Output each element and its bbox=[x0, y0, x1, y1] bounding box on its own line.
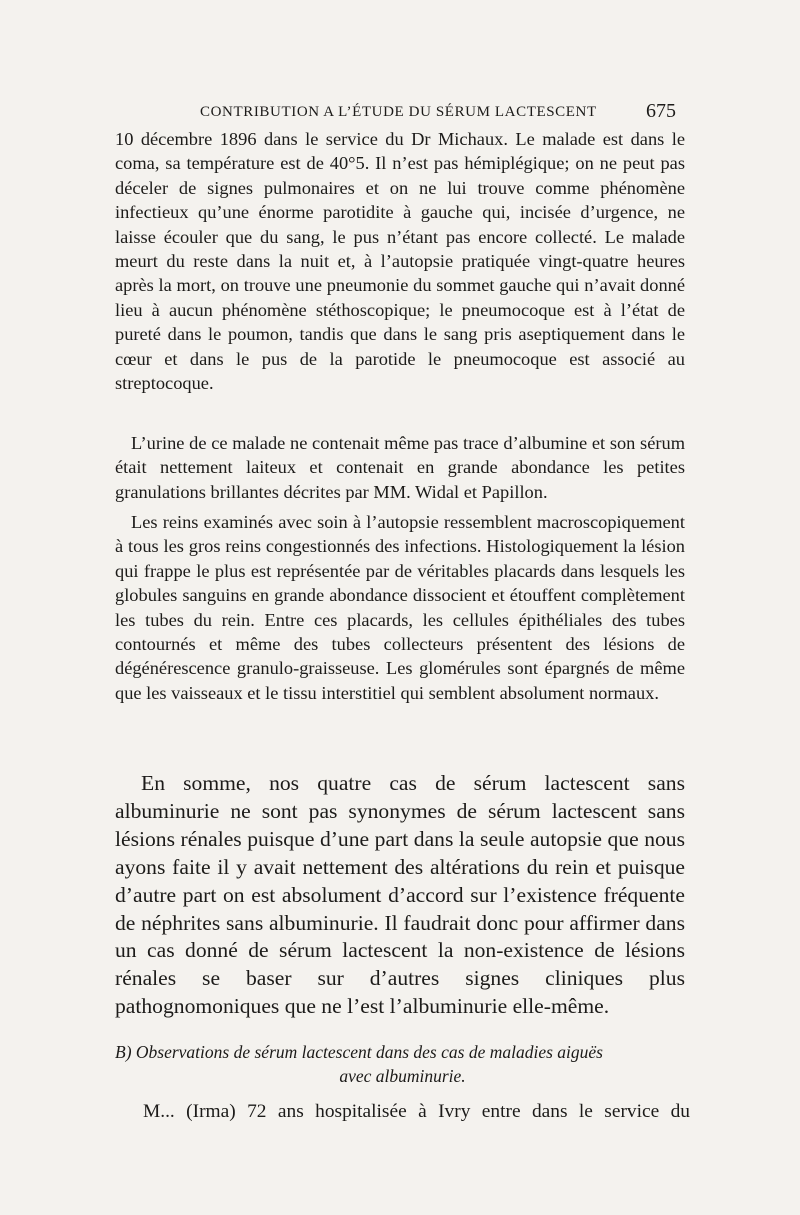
paragraph-1: 10 décembre 1896 dans le service du Dr Michaux. Le malade est dans le coma, sa température est de 40°5. Il n’est pas hémiplégique; on ne peut pas déceler de signes pulmonaires et on ne lui trouve comme phénomène infectieux qu’une énorme parotidite à gauche qui, incisée d’urgence, ne laisse écouler que du sang, le pus n’étant pas encore collecté. Le malade meurt du reste dans la nuit et, à l’autopsie pratiquée vingt-quatre heures après la mort, on trouve une pneumonie du sommet gauche qui n’avait donné lieu à aucun phénomène stéthoscopique; le pneumocoque est à l’état de pureté dans le poumon, tandis que dans le sang pris aseptiquement dans le cœur et dans le pus de la parotide le pneumocoque est associé au streptocoque. bbox=[115, 129, 685, 394]
paragraph-4: En somme, nos quatre cas de sérum lactescent sans albuminurie ne sont pas synonymes de sérum lactescent sans lésions rénales puisque d’une part dans la seule autopsie que nous ayons faite il y avait nettement des altérations du rein et puisque d’autre part on est absolument d’accord sur l’existence fréquente de néphrites sans albuminurie. Il faudrait donc pour affirmer dans un cas donné de sérum lactescent la non-existence de lésions rénales se baser sur d’autres signes cliniques plus pathognomoniques que ne l’est l’albuminurie elle-même. bbox=[115, 771, 685, 1019]
urine-paragraph bbox=[115, 431, 685, 504]
subheading-line-1: B) Observations de sérum lactescent dans des cas de maladies aiguës bbox=[115, 1042, 603, 1062]
section-subheading bbox=[115, 1040, 690, 1088]
subheading-line-2: avec albuminurie. bbox=[339, 1066, 466, 1086]
paragraph-2: L’urine de ce malade ne contenait même pas trace d’albumine et son sérum était nettement laiteux et contenait en grande abondance les petites granulations brillantes décrites par MM. Widal et Papillon. bbox=[115, 433, 685, 502]
case-description-paragraph bbox=[115, 127, 685, 395]
summary-paragraph bbox=[115, 770, 685, 1021]
paragraph-3: Les reins examinés avec soin à l’autopsie ressemblent macroscopiquement à tous les gros reins congestionnés des infections. Histologiquement la lésion qui frappe le plus est représentée par de véritables placards dans lesquels les globules sanguins en grande abondance dissocient et étouffent complètement les tubes du rein. Entre ces placards, les cellules épithéliales des tubes contournés et même des tubes collecteurs présentent des lésions de dégénérescence granulo-graisseuse. Les glomérules sont épargnés de même que les vaisseaux et le tissu interstitiel qui semblent absolument normaux. bbox=[115, 512, 685, 703]
page-number: 675 bbox=[646, 100, 676, 122]
kidney-paragraph bbox=[115, 510, 685, 705]
running-title: CONTRIBUTION A L’ÉTUDE DU SÉRUM LACTESCENT bbox=[200, 104, 597, 120]
case-start-line: M... (Irma) 72 ans hospitalisée à Ivry entre dans le service du bbox=[143, 1101, 690, 1122]
